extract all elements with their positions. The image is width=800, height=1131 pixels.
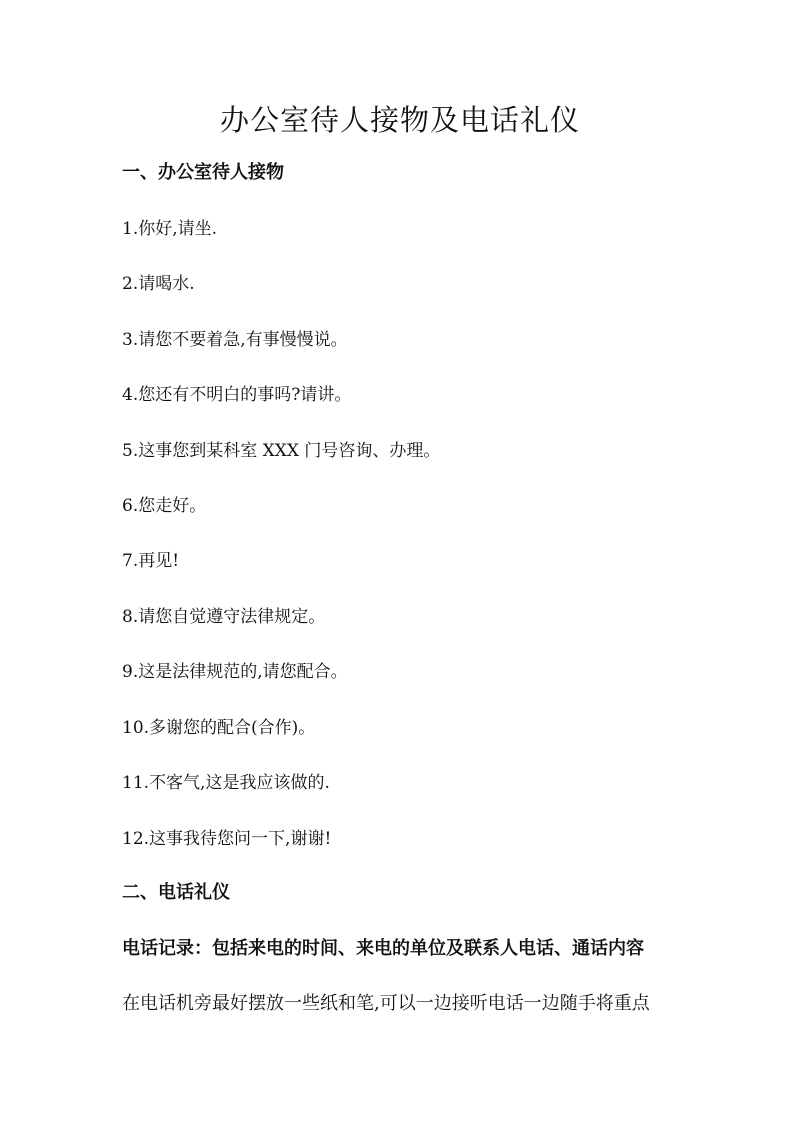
- list-item: 1.你好,请坐.: [122, 219, 218, 239]
- list-item: 10.多谢您的配合(合作)。: [122, 718, 316, 738]
- section-heading-phone-etiquette: 二、电话礼仪: [122, 882, 230, 903]
- phone-body-text: 在电话机旁最好摆放一些纸和笔,可以一边接听电话一边随手将重点: [122, 993, 650, 1014]
- section-heading-office-reception: 一、办公室待人接物: [122, 162, 284, 183]
- document-title: 办公室待人接物及电话礼仪: [219, 103, 580, 137]
- list-item: 5.这事您到某科室 XXX 门号咨询、办理。: [122, 441, 441, 461]
- list-item: 9.这是法律规范的,请您配合。: [122, 662, 348, 682]
- list-item: 3.请您不要着急,有事慢慢说。: [122, 330, 348, 350]
- phone-record-line: 电话记录：包括来电的时间、来电的单位及联系人电话、通话内容: [122, 938, 644, 959]
- list-item: 8.请您自觉遵守法律规定。: [122, 607, 326, 627]
- list-item: 7.再见!: [122, 551, 180, 571]
- list-item: 11.不客气,这是我应该做的.: [122, 773, 330, 793]
- list-item: 4.您还有不明白的事吗?请讲。: [122, 385, 352, 405]
- list-item: 2.请喝水.: [122, 274, 195, 294]
- list-item: 12.这事我待您问一下,谢谢!: [122, 829, 332, 849]
- list-item: 6.您走好。: [122, 496, 207, 516]
